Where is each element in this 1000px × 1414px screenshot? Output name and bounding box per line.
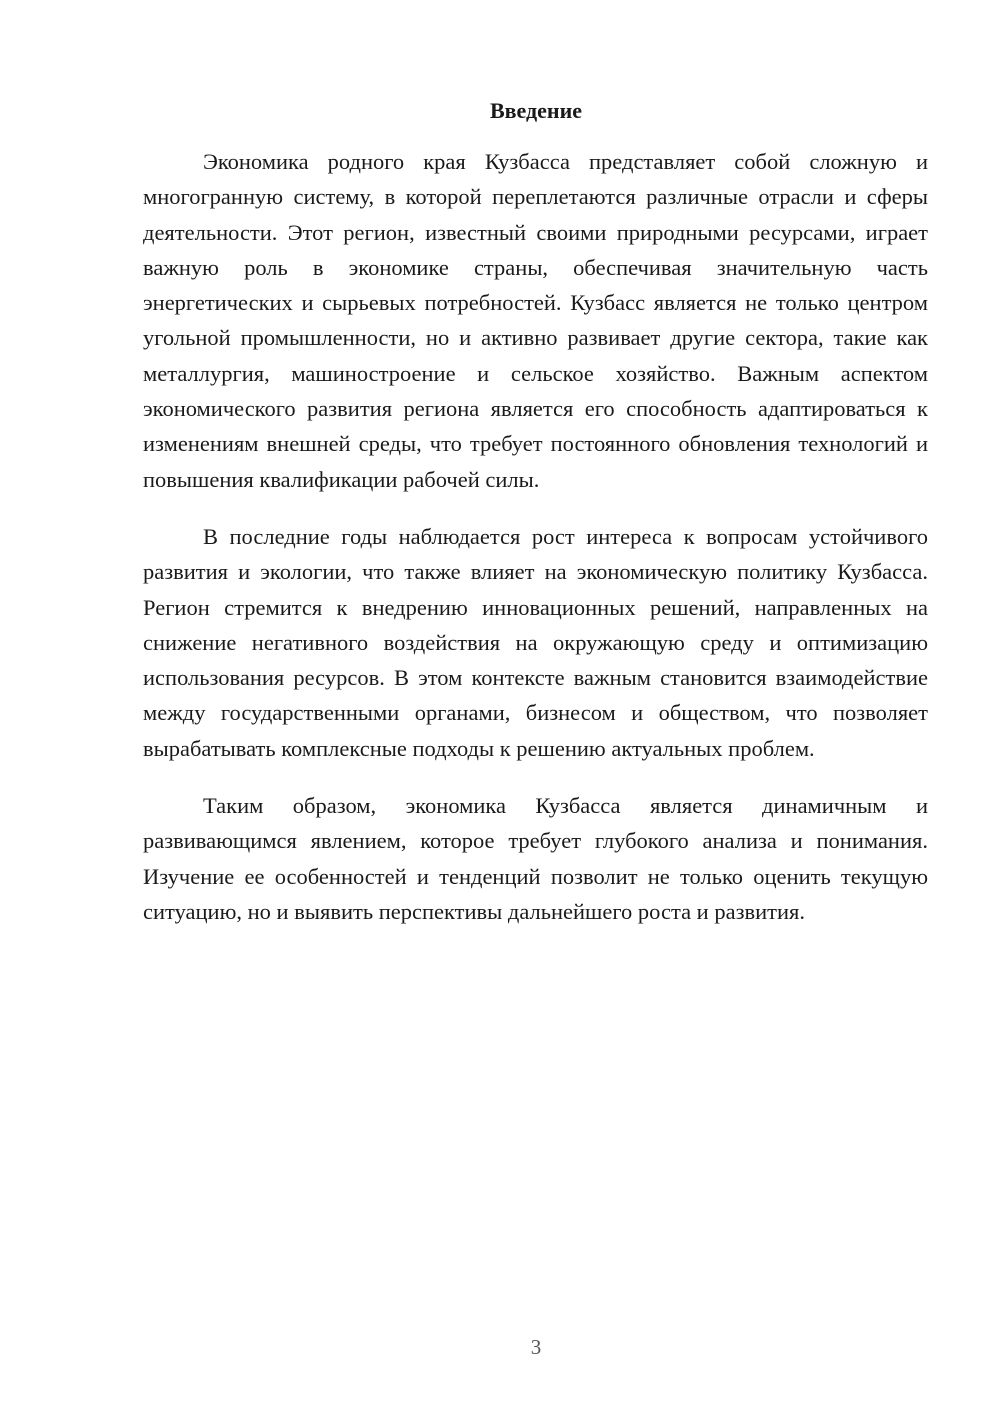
page-number: 3 — [530, 1335, 542, 1359]
section-heading: Введение — [489, 98, 583, 123]
paragraph-3: Таким образом, экономика Кузбасса является динамичным и развивающимся явлением, которое требует глубокого анализа и понимания. Изучение ее особенностей и тенденций позволит не только оценить текущую ситуацию, но и выявить перспективы дальнейшего роста и развития. — [143, 793, 928, 924]
body-text — [143, 144, 928, 951]
paragraph-2: В последние годы наблюдается рост интереса к вопросам устойчивого развития и экологии, что также влияет на экономическую политику Кузбасса. Регион стремится к внедрению инновационных решений, направленных на снижение негативного воздействия на окружающую среду и оптимизацию использования ресурсов. В этом контексте важным становится взаимодействие между государственными органами, бизнесом и обществом, что позволяет вырабатывать комплексные подходы к решению актуальных проблем. — [143, 523, 928, 761]
paragraph-1: Экономика родного края Кузбасса представляет собой сложную и многогранную систему, в которой переплетаются различные отрасли и сферы деятельности. Этот регион, известный своими природными ресурсами, играет важную роль в экономике страны, обеспечивая значительную часть энергетических и сырьевых потребностей. Кузбасс является не только центром угольной промышленности, но и активно развивает другие сектора, такие как металлургия, машиностроение и сельское хозяйство. Важным аспектом экономического развития региона является его способность адаптироваться к изменениям внешней среды, что требует постоянного обновления технологий и повышения квалификации рабочей силы. — [143, 149, 928, 492]
